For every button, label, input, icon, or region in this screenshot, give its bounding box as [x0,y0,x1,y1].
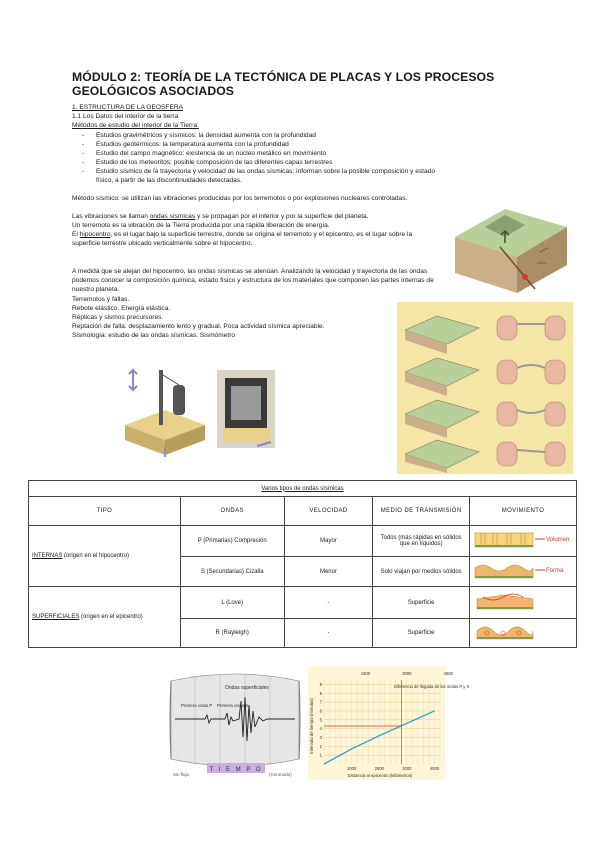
p-wave-movement-icon [473,529,573,551]
table-cell-internas: INTERNAS (origen en el hipocentro) [29,526,181,587]
methods-list [78,131,448,185]
left-corner-label: Sin flujo [173,772,190,777]
list-item: - Estudio del campo magnético: existencia de un núcleo metálico en movimiento [78,149,448,158]
chart-y-tick-label: 3 [319,734,322,740]
seismic-waves-table [28,480,577,648]
table-cell: - [284,587,373,619]
table-cell-movement [470,587,577,619]
surface-waves-label: Ondas superficiales [225,685,269,691]
s-wave-movement-icon [473,560,573,582]
line-terremotos: Terremotos y fallas. [72,296,130,303]
chart-xlabel: Distancia al epicentro (kilómetros) [347,773,413,778]
paragraph-vibraciones: Las vibraciones se llaman ondas sísmicas y se propagan por el interior y por la superficie del planeta. [72,213,369,220]
table-cell: L (Love) [180,587,284,619]
chart-x-top-tick-label: 1500 [360,671,371,676]
seismometer-diagram-horizontal [213,362,279,454]
chart-y-tick-label: 5 [319,717,322,723]
table-cell-superficiales: SUPERFICIALES (origen en el epicentro) [29,587,181,648]
seismometer-diagram-vertical [115,355,211,458]
table-cell: P (Primarias) Compresión [180,526,284,557]
seismogram-drum [165,667,305,779]
list-item: - Estudios gravimétricos y sísmicos: la densidad aumenta con la profundidad [78,131,448,140]
chart-x-top-tick-label: 3000 [402,671,412,676]
table-cell: Superficie [373,619,470,648]
rayleigh-wave-movement-icon [473,621,573,643]
fault-types-illustrations [397,302,573,474]
love-wave-movement-icon [473,591,573,613]
chart-y-tick-label: 2 [319,743,322,749]
chart-x-tick-label: 1000 [346,766,357,771]
chart-y-tick-label: 1 [319,752,322,758]
table-cell: - [284,619,373,648]
column-header: MOVIMIENTO [470,497,577,526]
table-cell: Menor [284,557,373,587]
table-cell: R (Rayleigh) [180,619,284,648]
line-reptacion: Reptación de falla: desplazamiento lento y gradual. Poca actividad sísmica apreciable. [72,323,325,330]
movement-label: Volumen [546,537,570,543]
page-title: MÓDULO 2: TEORÍA DE LA TECTÓNICA DE PLACAS Y LOS PROCESOS GEOLÓGICOS ASOCIADOS [72,70,495,98]
line-sismologia: Sismología: estudio de las ondas sísmicas. Sismómetro [72,332,236,339]
chart-ylabel: Intervalo de tiempo (minutos) [309,698,314,754]
chart-x-tick-label: 3000 [402,766,412,771]
methods-heading: Métodos de estudio del interior de la Tierra: [72,122,199,129]
line-replicas: Réplicas y sismos precursores. [72,314,164,321]
table-cell-movement [470,526,577,557]
list-item: - Estudios geotérmicos: la temperatura aumenta con la profundidad [78,140,448,149]
paragraph-metodo: Método sísmico: se utilizan las vibraciones producidas por los terremotos o por explosiones nucleares controladas. [72,195,408,202]
s-wave-label: Primera onda S [217,703,249,708]
section-heading: 1. ESTRUCTURA DE LA GEOSFERA [72,104,184,111]
time-label: T I E M P O [209,767,263,773]
chart-y-tick-label: 6 [319,708,322,714]
table-caption: Varios tipos de ondas sísmicas [29,481,577,497]
movement-label: Forma [546,567,564,574]
table-cell: S (Secundarias) Cizalla [180,557,284,587]
table-cell-movement [470,619,577,648]
list-item: - Estudio de los meteoritos: posible composición de las diferentes capas terrestres [78,158,448,167]
column-header: MEDIO DE TRANSMISIÓN [373,497,470,526]
chart-y-tick-label: 4 [319,726,322,732]
right-corner-label: (Ceronodo) [269,772,292,777]
paragraph-terremoto: Un terremoto es la vibración de la Tierra producida por una rápida liberación de energía. [72,222,330,229]
subsection-heading: 1.1 Los Datos del interior de la tierra [72,113,179,120]
table-cell-movement [470,557,577,587]
table-cell: Mayor [284,526,373,557]
table-cell: Todos (más rápidas en sólidos que en líquidos) [373,526,470,557]
chart-x-tick-label: 4000 [429,766,440,771]
column-header: TIPO [29,497,181,526]
line-rebote: Rebote elástico. Energía elástica. [72,305,171,312]
table-cell: Solo viajan por medios sólidos [373,557,470,587]
fault-block-diagram [445,197,573,297]
chart-y-tick-label: 9 [319,681,322,687]
p-wave-label: Primera onda P [181,703,213,708]
chart-y-tick-label: 7 [319,699,322,705]
column-header: VELOCIDAD [284,497,373,526]
paragraph-medida: A medida que se alejan del hipocentro, las ondas sísmicas se atenúan. Analizando la velocidad y trayectoria de las ondas podemos conocer la composición química, estado físico y estructura de los materiales que componen las partes internas de nuestro planeta. [72,268,434,294]
chart-y-tick-label: 8 [319,690,322,696]
table-cell: Superficie [373,587,470,619]
column-header: ONDAS [180,497,284,526]
chart-x-top-tick-label: 4500 [443,671,453,676]
travel-time-chart [308,666,470,780]
paragraph-hipocentro: El hipocentro, es el lugar bajo la superficie terrestre, donde se origina el terremoto y el epicentro, es el lugar sobre la superficie terrestre ubicado verticalmente sobre el hipocentro. [72,231,413,248]
chart-x-tick-label: 2000 [374,766,384,771]
chart-annotation: Diferencia de llegada de las ondas P y S [394,684,470,689]
list-item: - Estudio sísmico de la trayectoria y velocidad de las ondas sísmicas: informan sobre la posible composición y estado físico, a partir de las discontinuidades detectadas. [78,167,448,185]
